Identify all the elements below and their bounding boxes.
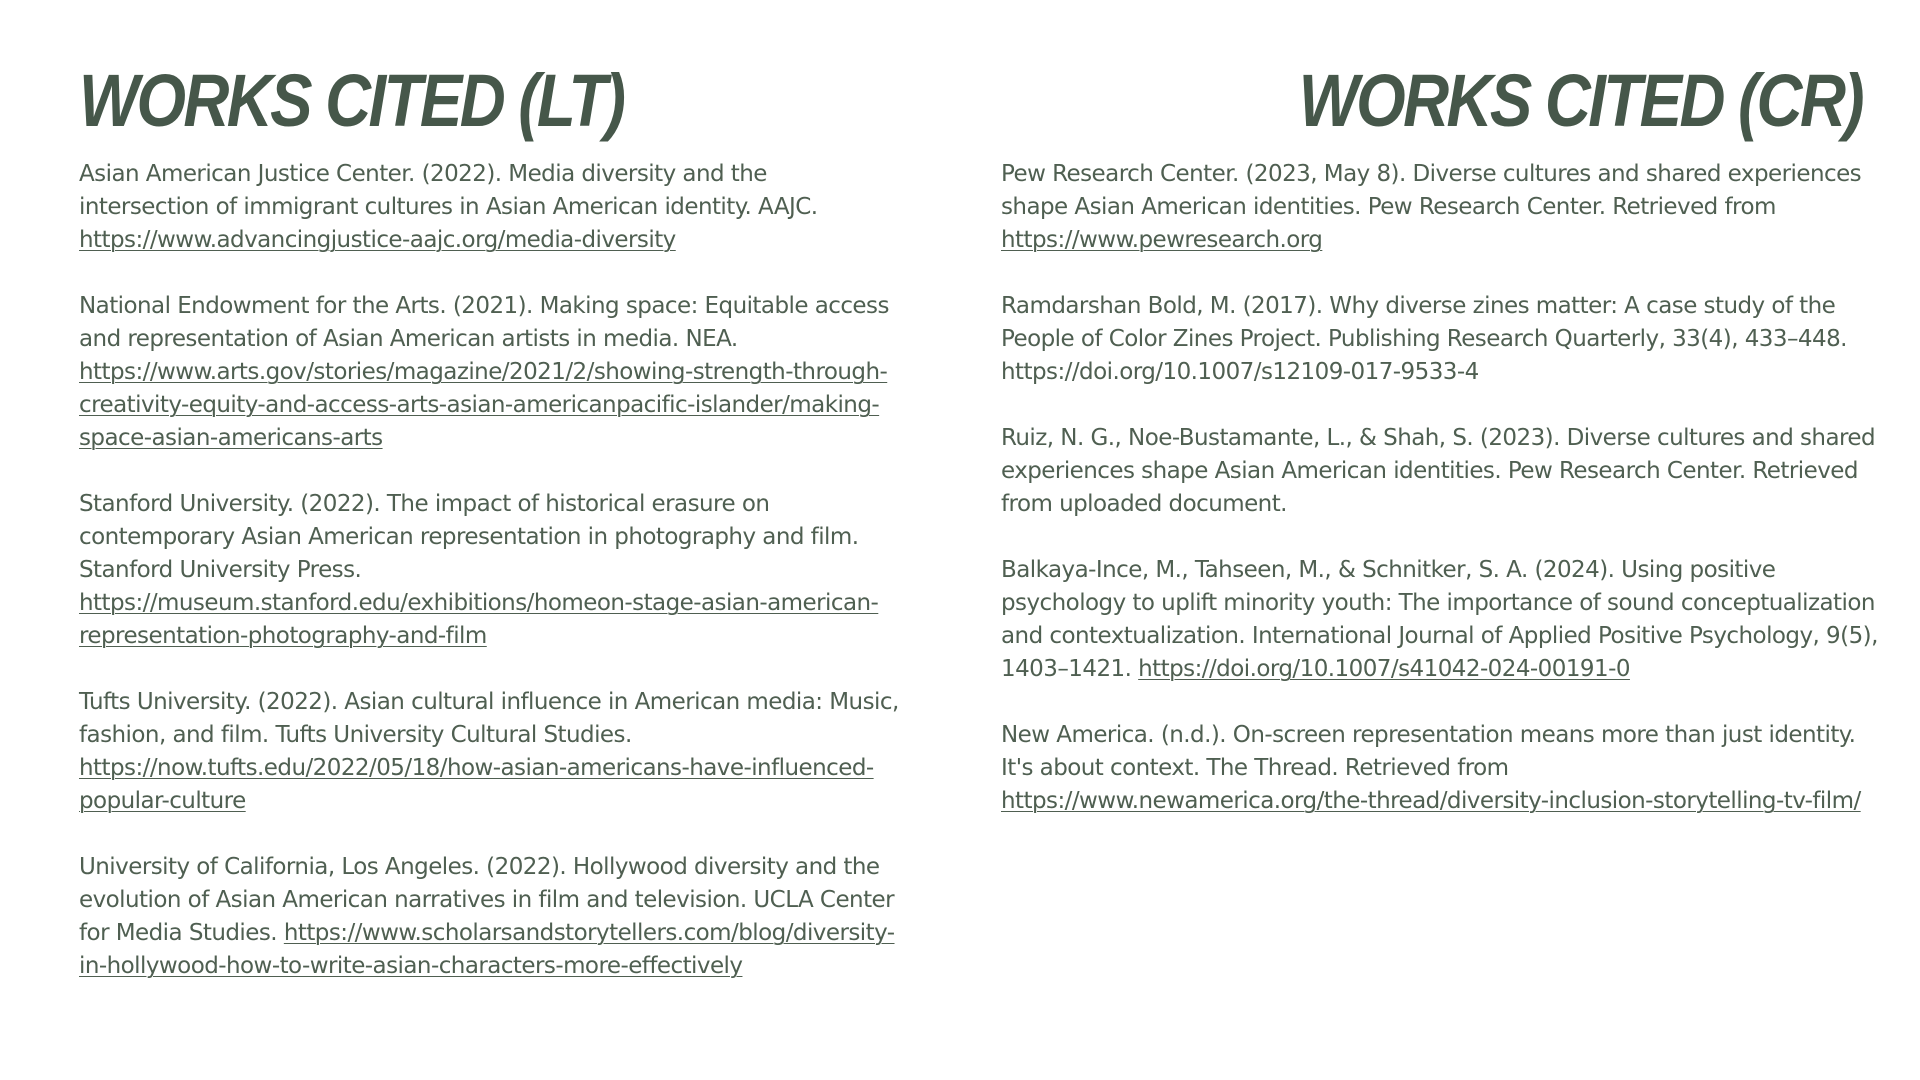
reference-text: National Endowment for the Arts. (2021). Making space: Equitable access and representation of Asian American artists in media. NEA.: [79, 293, 889, 352]
heading-right: WORKS CITED (CR): [1298, 59, 1862, 142]
reference-text: Tufts University. (2022). Asian cultural influence in American media: Music, fashion, and film. Tufts University Cultural Studies.: [79, 689, 899, 748]
reference-link[interactable]: https://now.tufts.edu/2022/05/18/how-asian-americans-have-influenced-popular-culture: [79, 755, 874, 814]
reference-text: Asian American Justice Center. (2022). Media diversity and the intersection of immigrant cultures in Asian American identity. AAJC.: [79, 161, 818, 220]
reference-link[interactable]: https://www.pewresearch.org: [1001, 227, 1323, 253]
reference-text: Stanford University. (2022). The impact of historical erasure on contemporary Asian American representation in photography and film. Stanford University Press.: [79, 491, 859, 583]
reference-entry: [1001, 422, 1881, 521]
reference-entry: [79, 851, 899, 983]
reference-entry: [79, 488, 899, 653]
heading-left: WORKS CITED (LT): [79, 59, 624, 142]
reference-entry: [1001, 290, 1881, 389]
reference-list-left: [79, 158, 899, 1016]
reference-entry: [1001, 158, 1881, 257]
reference-text: Ruiz, N. G., Noe-Bustamante, L., & Shah, S. (2023). Diverse cultures and shared experiences shape Asian American identities. Pew Research Center. Retrieved from uploaded document.: [1001, 425, 1876, 517]
reference-text: University of California, Los Angeles. (2022). Hollywood diversity and the evolution of Asian American narratives in film and television. UCLA Center for Media Studies.: [79, 854, 895, 946]
reference-entry: [1001, 719, 1881, 818]
reference-text: Pew Research Center. (2023, May 8). Diverse cultures and shared experiences shape Asian American identities. Pew Research Center. Retrieved from: [1001, 161, 1862, 220]
reference-link[interactable]: https://doi.org/10.1007/s41042-024-00191-0: [1138, 656, 1630, 682]
reference-text: Ramdarshan Bold, M. (2017). Why diverse zines matter: A case study of the People of Color Zines Project. Publishing Research Quarterly, 33(4), 433–448. https://doi.org/10.1007/s12109-017-9533-4: [1001, 293, 1847, 385]
reference-link[interactable]: https://www.newamerica.org/the-thread/diversity-inclusion-storytelling-tv-film/: [1001, 788, 1861, 814]
reference-entry: [79, 686, 899, 818]
reference-list-right: [1001, 158, 1881, 851]
left-column: [79, 0, 899, 1080]
right-column: [1001, 0, 1881, 1080]
reference-link[interactable]: https://museum.stanford.edu/exhibitions/homeon-stage-asian-american-representation-photography-and-film: [79, 590, 879, 649]
reference-link[interactable]: https://www.advancingjustice-aajc.org/media-diversity: [79, 227, 676, 253]
reference-link[interactable]: https://www.arts.gov/stories/magazine/2021/2/showing-strength-through-creativity-equity-and-access-arts-asian-americanpacific-islander/making-space-asian-americans-arts: [79, 359, 888, 451]
reference-text: Balkaya-Ince, M., Tahseen, M., & Schnitker, S. A. (2024). Using positive psychology to uplift minority youth: The importance of sound conceptualization and contextualization. International Journal of Applied Positive Psychology, 9(5), 1403–1421.: [1001, 557, 1878, 682]
reference-entry: [79, 290, 899, 455]
reference-entry: [79, 158, 899, 257]
reference-entry: [1001, 554, 1881, 686]
reference-link[interactable]: https://www.scholarsandstorytellers.com/blog/diversity-in-hollywood-how-to-write-asian-characters-more-effectively: [79, 920, 895, 979]
reference-text: New America. (n.d.). On-screen representation means more than just identity. It's about context. The Thread. Retrieved from: [1001, 722, 1856, 781]
